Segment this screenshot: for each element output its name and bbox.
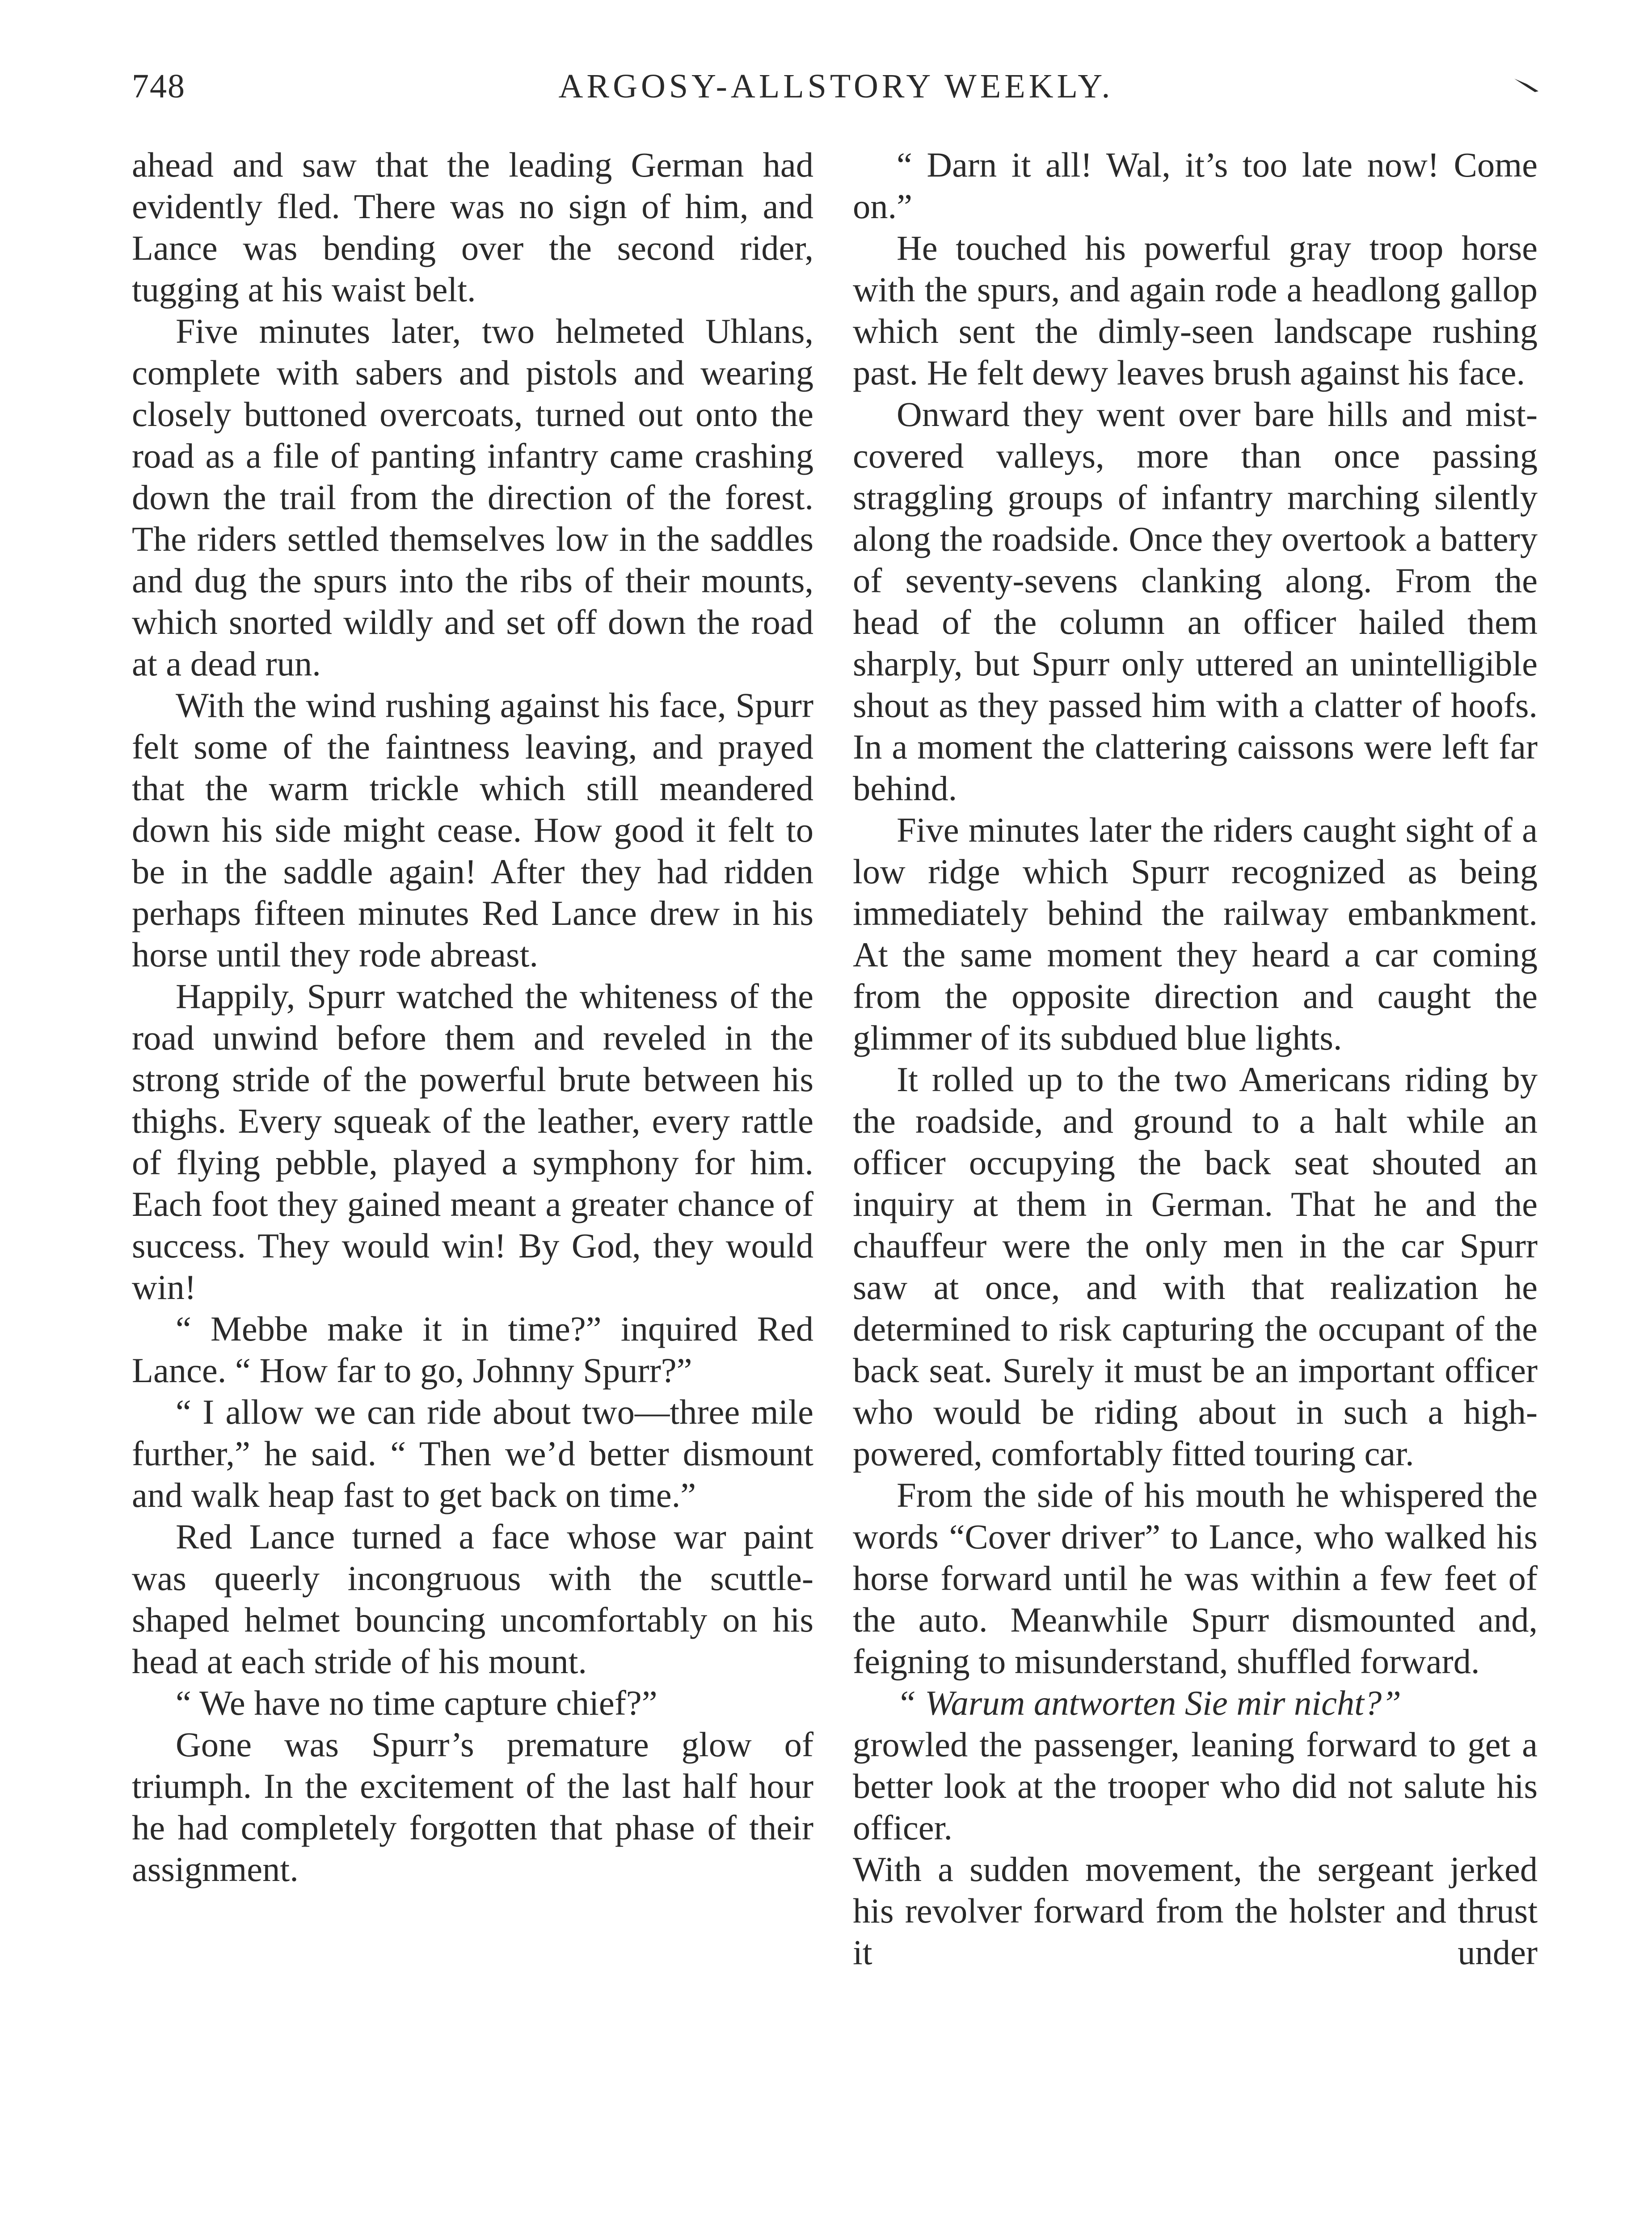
paragraph: “ Darn it all! Wal, it’s too late now! Come on.” [853, 145, 1538, 226]
paragraph: Red Lance turned a face whose war paint was queerly incongruous with the scuttle-shaped helmet bouncing uncomfortably on his head at each stride of his mount. [132, 1517, 813, 1681]
left-column [132, 144, 813, 1890]
page-number: 748 [132, 67, 185, 105]
page-header [132, 67, 1540, 121]
paragraph: It rolled up to the two Americans riding by the roadside, and ground to a halt while an officer occupying the back seat shouted an inquiry at them in German. That he and the chauffeur were the only men in the car Spurr saw at once, and with that realization he determined to risk capturing the occupant of the back seat. Surely it must be an important officer who would be riding about in such a high-powered, comfortably fitted touring car. [853, 1060, 1538, 1473]
paragraph: “ Mebbe make it in time?” inquired Red Lance. “ How far to go, Johnny Spurr?” [132, 1309, 813, 1390]
paragraph: Five minutes later, two helmeted Uhlans, complete with sabers and pistols and wearing closely buttoned overcoats, turned out onto the road as a file of panting infantry came crashing down the trail from the direction of the forest. The riders settled themselves low in the saddles and dug the spurs into the ribs of their mounts, which snorted wildly and set off down the road at a dead run. [132, 312, 813, 683]
paragraph: With a sudden movement, the sergeant jerked his revolver forward from the holster and thrust it under [853, 1850, 1538, 1972]
paragraph: growled the passenger, leaning forward to get a better look at the trooper who did not salute his officer. [853, 1725, 1538, 1847]
running-head: ARGOSY-ALLSTORY WEEKLY. [558, 67, 1114, 105]
paragraph: “ We have no time capture chief?” [176, 1683, 657, 1722]
paragraph: Gone was Spurr’s premature glow of triumph. In the excitement of the last half hour he had completely forgotten that phase of their assignment. [132, 1725, 813, 1889]
paragraph: From the side of his mouth he whispered the words “Cover driver” to Lance, who walked his horse forward until he was within a few feet of the auto. Meanwhile Spurr dismounted and, feigning to misunderstand, shuffled forward. [853, 1476, 1538, 1681]
german-quote [853, 1682, 1538, 1724]
german-quote-text: “ Warum antworten Sie mir nicht?” [897, 1683, 1401, 1722]
paragraph: Happily, Spurr watched the whiteness of the road unwind before them and reveled in the strong stride of the powerful brute between his thighs. Every squeak of the leather, every rattle of flying pebble, played a symphony for him. Each foot they gained meant a greater chance of success. They would win! By God, they would win! [132, 977, 813, 1307]
paragraph: Onward they went over bare hills and mist-covered valleys, more than once passing straggling groups of infantry marching silently along the roadside. Once they overtook a battery of seventy-sevens clanking along. From the head of the column an officer hailed them sharply, but Spurr only uttered an unintelligible shout as they passed him with a clatter of hoofs. In a moment the clattering caissons were left far behind. [853, 395, 1538, 808]
right-column [853, 144, 1538, 1973]
paragraph: “ I allow we can ride about two—three mile further,” he said. “ Then we’d better dismount and walk heap fast to get back on time.” [132, 1392, 813, 1514]
ink-mark-icon [1513, 77, 1540, 93]
paragraph: ahead and saw that the leading German had evidently fled. There was no sign of him, and Lance was bending over the second rider, tugging at his waist belt. [132, 145, 813, 309]
paragraph: With the wind rushing against his face, Spurr felt some of the faintness leaving, and prayed that the warm trickle which still meandered down his side might cease. How good it felt to be in the saddle again! After they had ridden perhaps fifteen minutes Red Lance drew in his horse until they rode abreast. [132, 686, 813, 974]
paragraph: He touched his powerful gray troop horse with the spurs, and again rode a headlong gallop which sent the dimly-seen landscape rushing past. He felt dewy leaves brush against his face. [853, 228, 1538, 392]
paragraph: Five minutes later the riders caught sight of a low ridge which Spurr recognized as being immediately behind the railway embankment. At the same moment they heard a car coming from the opposite direction and caught the glimmer of its subdued blue lights. [853, 810, 1538, 1057]
